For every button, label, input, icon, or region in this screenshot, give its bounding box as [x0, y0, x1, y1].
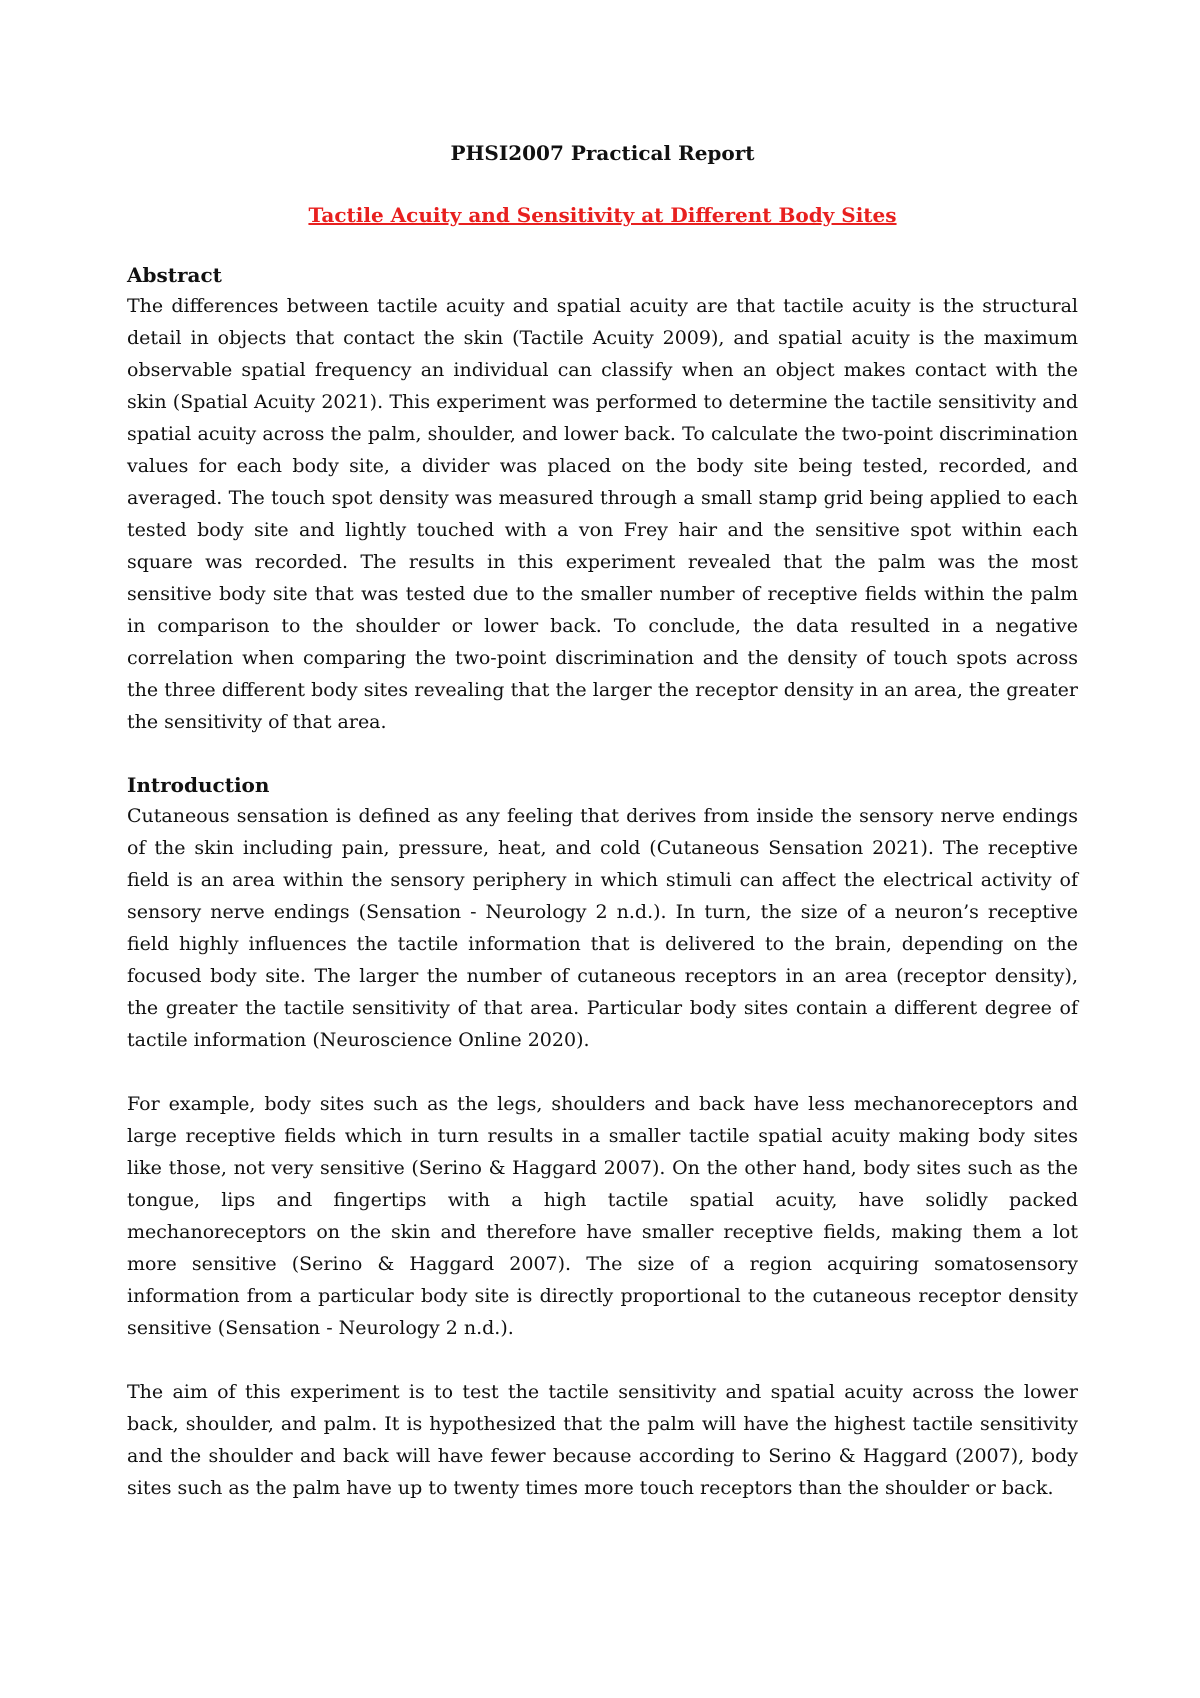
introduction-paragraph-2: For example, body sites such as the legs, shoulders and back have less mechanoreceptors and large receptive fields which in turn results in a smaller tactile spatial acuity making body sites like those, not very sensitive (Serino & Haggard 2007). On the other hand, body sites such as the tongue, lips and fingertips with a high tactile spatial acuity, have solidly packed mechanoreceptors on the skin and therefore have smaller receptive fields, making them a lot more sensitive (Serino & Haggard 2007). The size of a region acquiring somatosensory information from a particular body site is directly proportional to the cutaneous receptor density sensitive (Sensation - Neurology 2 n.d.).: [127, 1093, 1078, 1339]
abstract-paragraph: The differences between tactile acuity and spatial acuity are that tactile acuity is the structural detail in objects that contact the skin (Tactile Acuity 2009), and spatial acuity is the maximum observable spatial frequency an individual can classify when an object makes contact with the skin (Spatial Acuity 2021). This experiment was performed to determine the tactile sensitivity and spatial acuity across the palm, shoulder, and lower back. To calculate the two-point discrimination values for each body site, a divider was placed on the body site being tested, recorded, and averaged. The touch spot density was measured through a small stamp grid being applied to each tested body site and lightly touched with a von Frey hair and the sensitive spot within each square was recorded. The results in this experiment revealed that the palm was the most sensitive body site that was tested due to the smaller number of receptive fields within the palm in comparison to the shoulder or lower back. To conclude, the data resulted in a negative correlation when comparing the two-point discrimination and the density of touch spots across the three different body sites revealing that the larger the receptor density in an area, the greater the sensitivity of that area.: [127, 295, 1078, 733]
report-subtitle: Tactile Acuity and Sensitivity at Different Body Sites: [308, 203, 897, 227]
introduction-paragraph-3: The aim of this experiment is to test the tactile sensitivity and spatial acuity across the lower back, shoulder, and palm. It is hypothesized that the palm will have the highest tactile sensitivity and the shoulder and back will have fewer because according to Serino & Haggard (2007), body sites such as the palm have up to twenty times more touch receptors than the shoulder or back.: [127, 1381, 1078, 1499]
introduction-paragraph-1: Cutaneous sensation is defined as any feeling that derives from inside the sensory nerve endings of the skin including pain, pressure, heat, and cold (Cutaneous Sensation 2021). The receptive field is an area within the sensory periphery in which stimuli can affect the electrical activity of sensory nerve endings (Sensation - Neurology 2 n.d.). In turn, the size of a neuron’s receptive field highly influences the tactile information that is delivered to the brain, depending on the focused body site. The larger the number of cutaneous receptors in an area (receptor density), the greater the tactile sensitivity of that area. Particular body sites contain a different degree of tactile information (Neuroscience Online 2020).: [127, 805, 1078, 1051]
abstract-heading: Abstract: [127, 263, 222, 287]
document-body: [127, 138, 1078, 1504]
introduction-heading: Introduction: [127, 773, 270, 797]
report-title: PHSI2007 Practical Report: [450, 141, 755, 165]
